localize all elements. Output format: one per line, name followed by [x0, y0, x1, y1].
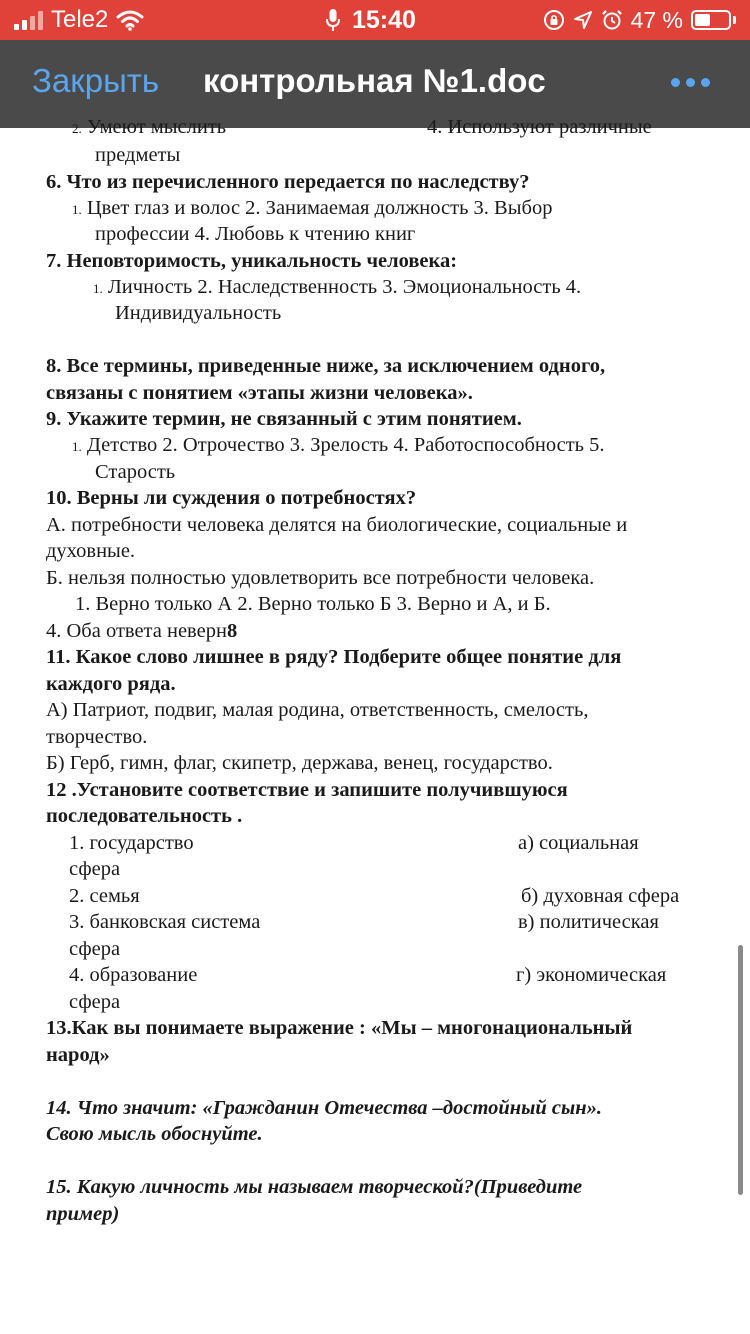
status-bar — [0, 0, 750, 40]
match-left: 4. образование — [69, 964, 198, 986]
microphone-icon — [326, 8, 340, 32]
match-right: сфера — [69, 938, 121, 960]
answer-options: 1. Детство 2. Отрочество 3. Зрелость 4. Работоспособность 5. — [72, 434, 605, 456]
question-7: 7. Неповторимость, уникальность человека: — [46, 250, 458, 272]
signal-icon — [14, 10, 43, 30]
question-15: пример) — [46, 1203, 120, 1225]
answer-options: Индивидуальность — [115, 302, 282, 324]
question-6: 6. Что из перечисленного передается по наследству? — [46, 171, 530, 193]
list-item: 4. Используют различные — [427, 116, 652, 138]
match-right: г) экономическая — [516, 964, 667, 986]
document-title: контрольная №1.doc — [203, 62, 546, 99]
match-right: б) духовная сфера — [521, 885, 680, 907]
status-right — [543, 6, 736, 34]
question-8: 8. Все термины, приведенные ниже, за исключением одного, — [46, 355, 606, 377]
status-left — [14, 6, 144, 34]
statement: А. потребности человека делятся на биологические, социальные и — [46, 514, 628, 536]
word-row: творчество. — [46, 726, 148, 748]
match-left: 1. государство — [69, 832, 194, 854]
word-row: А) Патриот, подвиг, малая родина, ответственность, смелость, — [46, 699, 589, 721]
question-13: народ» — [46, 1044, 110, 1066]
statement: Б. нельзя полностью удовлетворить все потребности человека. — [46, 567, 595, 589]
match-left: 3. банковская система — [69, 911, 261, 933]
match-right: сфера — [69, 991, 121, 1013]
question-10: 10. Верны ли суждения о потребностях? — [46, 487, 417, 509]
battery-icon — [691, 10, 731, 30]
alarm-icon — [601, 9, 623, 31]
match-left: 2. семья — [69, 885, 140, 907]
list-item: 2. Умеют мыслить — [72, 116, 227, 138]
word-row: Б) Герб, гимн, флаг, скипетр, держава, венец, государство. — [46, 752, 553, 774]
battery-tip — [733, 16, 736, 24]
answer-options: 1. Верно только А 2. Верно только Б 3. Верно и А, и Б. — [75, 593, 551, 615]
match-right: а) социальная — [518, 832, 639, 854]
match-right: в) политическая — [518, 911, 659, 933]
question-12: 12 .Установите соответствие и запишите получившуюся — [46, 779, 568, 801]
answer-options: профессии 4. Любовь к чтению книг — [95, 223, 416, 245]
scrollbar[interactable] — [738, 945, 743, 1195]
status-center — [326, 6, 416, 34]
question-12: последовательность . — [46, 805, 243, 827]
answer-options: 4. Оба ответа неверн8 — [46, 620, 238, 642]
question-9: 9. Укажите термин, не связанный с этим понятием. — [46, 408, 522, 430]
battery-percent: 47 % — [630, 6, 683, 33]
question-13: 13.Как вы понимаете выражение : «Мы – многонациональный — [46, 1017, 633, 1039]
question-15: 15. Какую личность мы называем творческой?(Приведите — [46, 1176, 583, 1198]
close-button[interactable]: Закрыть — [32, 62, 160, 99]
answer-options: Старость — [95, 461, 176, 483]
location-arrow-icon — [573, 10, 593, 30]
clock-time: 15:40 — [352, 5, 416, 34]
wifi-icon — [116, 9, 144, 31]
question-14: 14. Что значит: «Гражданин Отечества –достойный сын». — [46, 1097, 602, 1119]
answer-options: 1. Цвет глаз и волос 2. Занимаемая должность 3. Выбор — [72, 197, 553, 219]
answer-options: 1. Личность 2. Наследственность 3. Эмоциональность 4. — [93, 276, 582, 298]
question-8: связаны с понятием «этапы жизни человека». — [46, 382, 473, 404]
question-11: 11. Какое слово лишнее в ряду? Подберите общее понятие для — [46, 646, 622, 668]
question-11: каждого ряда. — [46, 673, 176, 695]
more-options-icon[interactable] — [671, 78, 710, 87]
match-right: сфера — [69, 858, 121, 880]
statement: духовные. — [46, 540, 136, 562]
list-item: предметы — [95, 144, 181, 166]
question-14: Свою мысль обоснуйте. — [46, 1123, 263, 1145]
carrier-name: Tele2 — [51, 6, 109, 33]
document-page[interactable] — [0, 116, 750, 1334]
orientation-lock-icon — [543, 9, 565, 31]
